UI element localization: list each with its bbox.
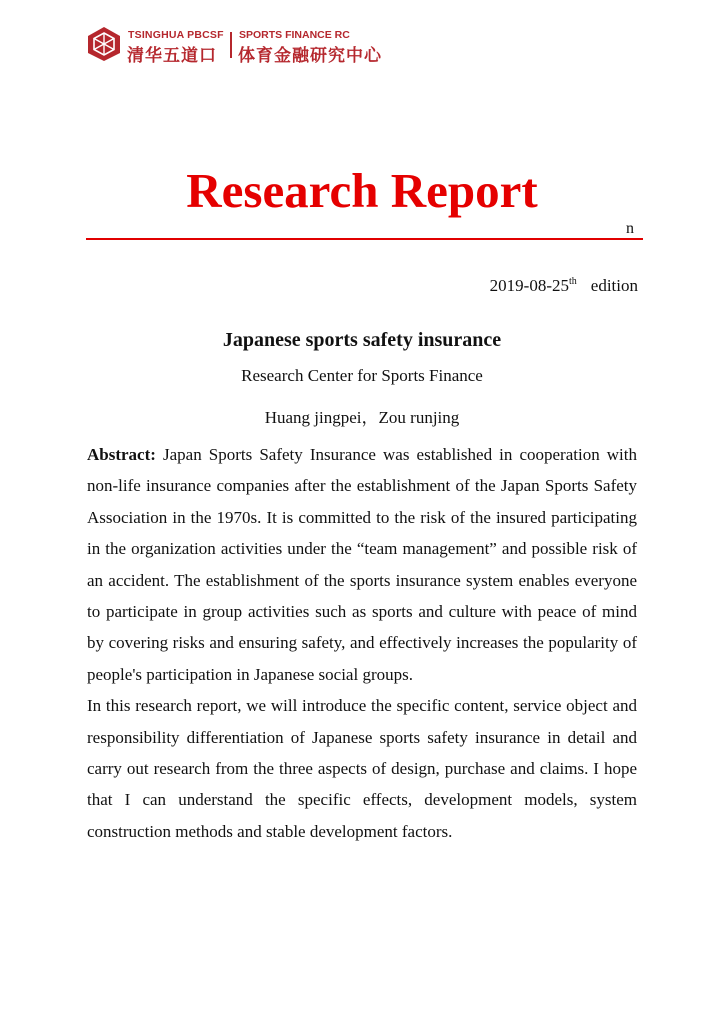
paper-title: Japanese sports safety insurance bbox=[222, 329, 502, 351]
logo-text-sports-finance-rc: SPORTS FINANCE RC bbox=[239, 29, 350, 41]
edition-line bbox=[490, 276, 638, 296]
abstract-section bbox=[87, 439, 637, 847]
edition-date-suffix: th bbox=[569, 276, 577, 287]
authors: Huang jingpei，Zou runjing bbox=[264, 408, 460, 427]
report-title: Research Report bbox=[186, 163, 538, 218]
edition-date: 2019-08-25 bbox=[489, 276, 569, 295]
organization: Research Center for Sports Finance bbox=[241, 366, 483, 385]
abstract-label: Abstract: bbox=[87, 445, 156, 464]
abstract-text: Japan Sports Safety Insurance was established in cooperation with non-life insurance companies after the establishment of the Japan Sports Safety Association in the 1970s. It is committed to the risk of the insured participating in the organization activities under the “team management” and possible risk of an accident. The establishment of the sports insurance system enables everyone to participate in group activities such as sports and culture with peace of mind by covering risks and ensuring safety, and effectively increases the popularity of people's participation in Japanese social groups. bbox=[87, 445, 637, 684]
logo-text-chinese-left: 清华五道口 bbox=[127, 46, 217, 66]
pbcsf-emblem-icon bbox=[86, 26, 122, 62]
edition-label: edition bbox=[590, 276, 638, 295]
stray-letter: n bbox=[626, 220, 634, 237]
abstract-paragraph bbox=[87, 439, 637, 690]
logo-text-chinese-right: 体育金融研究中心 bbox=[238, 46, 382, 66]
title-rule bbox=[86, 238, 643, 240]
logo-text-tsinghua-pbcsf: TSINGHUA PBCSF bbox=[128, 29, 224, 41]
report-intro-paragraph: In this research report, we will introduce the specific content, service object and responsibility differentiation of Japanese sports safety insurance in detail and carry out research from the three aspects of design, purchase and claims. I hope that I can understand the specific effects, development models, system construction methods and stable development factors. bbox=[87, 696, 637, 841]
logo-divider bbox=[230, 32, 232, 58]
